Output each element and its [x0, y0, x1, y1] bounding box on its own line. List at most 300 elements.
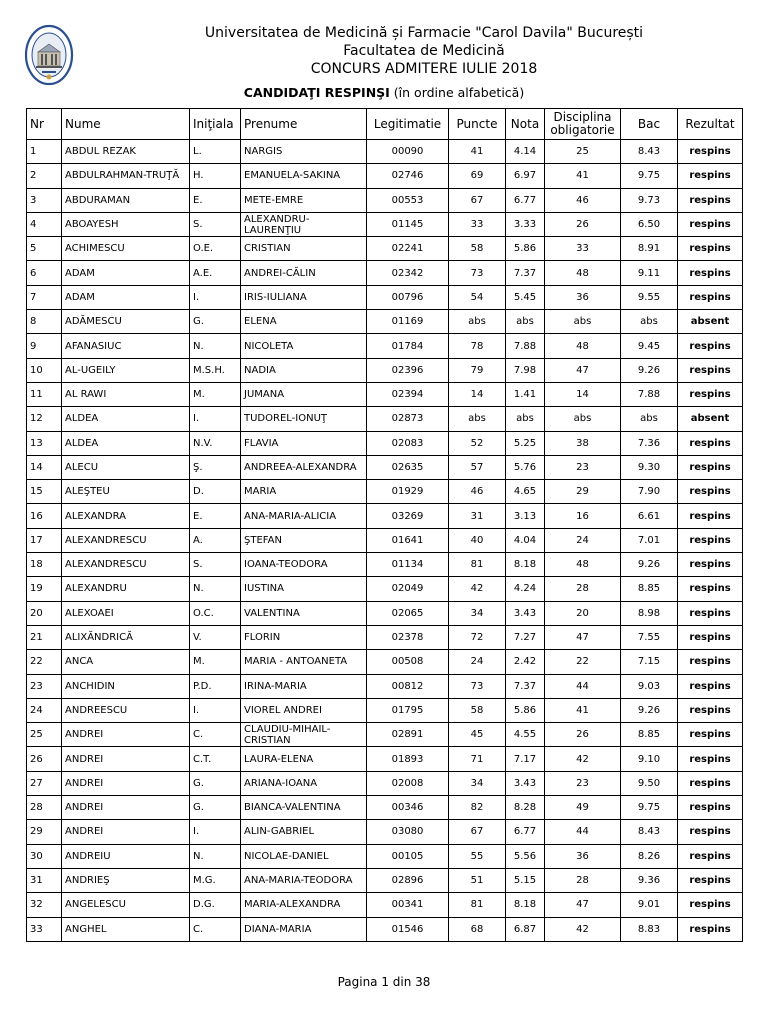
table-row — [27, 771, 743, 795]
cell-nume: AFANASIUC — [62, 334, 190, 358]
cell-prenume: JUMANA — [241, 382, 367, 406]
cell-nume: ADĂMESCU — [62, 310, 190, 334]
cell-prenume: NICOLETA — [241, 334, 367, 358]
column-header-nume: Nume — [62, 109, 190, 140]
cell-nume: AL RAWI — [62, 382, 190, 406]
table-row — [27, 358, 743, 382]
cell-nr: 9 — [27, 334, 62, 358]
cell-disciplina: 44 — [545, 820, 621, 844]
cell-legitimatie: 01134 — [367, 553, 449, 577]
cell-nume: ALDEA — [62, 407, 190, 431]
table-row — [27, 188, 743, 212]
cell-bac: 9.36 — [621, 868, 678, 892]
cell-initiala: N.V. — [190, 431, 241, 455]
cell-disciplina: 47 — [545, 625, 621, 649]
cell-prenume: IUSTINA — [241, 577, 367, 601]
cell-nume: AL-UGEILY — [62, 358, 190, 382]
cell-puncte: 67 — [449, 188, 506, 212]
cell-legitimatie: 01546 — [367, 917, 449, 941]
table-row — [27, 528, 743, 552]
cell-bac: abs — [621, 310, 678, 334]
cell-initiala: A. — [190, 528, 241, 552]
cell-prenume: MARIA — [241, 480, 367, 504]
cell-legitimatie: 03080 — [367, 820, 449, 844]
cell-nr: 16 — [27, 504, 62, 528]
cell-initiala: P.D. — [190, 674, 241, 698]
cell-nr: 21 — [27, 625, 62, 649]
list-title: CANDIDAŢI RESPINŞI — [243, 85, 390, 100]
cell-bac: 9.75 — [621, 796, 678, 820]
cell-initiala: M.S.H. — [190, 358, 241, 382]
column-header-nr: Nr — [27, 109, 62, 140]
cell-nume: ALIXĂNDRICĂ — [62, 625, 190, 649]
cell-rezultat: respins — [678, 553, 743, 577]
cell-bac: 9.45 — [621, 334, 678, 358]
cell-legitimatie: 02008 — [367, 771, 449, 795]
cell-prenume: CLAUDIU-MIHAIL-CRISTIAN — [241, 723, 367, 747]
cell-bac: 7.15 — [621, 650, 678, 674]
cell-initiala: N. — [190, 844, 241, 868]
cell-puncte: 34 — [449, 771, 506, 795]
cell-nota: 4.14 — [506, 140, 545, 164]
results-table — [26, 108, 743, 942]
cell-nr: 10 — [27, 358, 62, 382]
cell-initiala: I. — [190, 285, 241, 309]
cell-disciplina: 36 — [545, 844, 621, 868]
cell-nume: ANDREESCU — [62, 698, 190, 722]
cell-nota: 4.55 — [506, 723, 545, 747]
cell-nota: 8.28 — [506, 796, 545, 820]
cell-bac: 9.01 — [621, 893, 678, 917]
cell-puncte: 67 — [449, 820, 506, 844]
cell-prenume: LAURA-ELENA — [241, 747, 367, 771]
cell-disciplina: 47 — [545, 893, 621, 917]
cell-disciplina: 49 — [545, 796, 621, 820]
cell-rezultat: respins — [678, 504, 743, 528]
cell-prenume: ELENA — [241, 310, 367, 334]
cell-nota: 4.04 — [506, 528, 545, 552]
cell-legitimatie: 00796 — [367, 285, 449, 309]
cell-bac: 8.43 — [621, 140, 678, 164]
cell-puncte: 71 — [449, 747, 506, 771]
cell-nume: ADAM — [62, 285, 190, 309]
table-row — [27, 480, 743, 504]
cell-puncte: 45 — [449, 723, 506, 747]
cell-initiala: C. — [190, 917, 241, 941]
table-row — [27, 820, 743, 844]
cell-nr: 4 — [27, 212, 62, 236]
cell-puncte: 31 — [449, 504, 506, 528]
cell-nota: 5.15 — [506, 868, 545, 892]
cell-initiala: D. — [190, 480, 241, 504]
cell-disciplina: 42 — [545, 747, 621, 771]
cell-initiala: E. — [190, 188, 241, 212]
cell-prenume: IRIS-IULIANA — [241, 285, 367, 309]
cell-disciplina: 36 — [545, 285, 621, 309]
cell-prenume: FLAVIA — [241, 431, 367, 455]
cell-legitimatie: 02049 — [367, 577, 449, 601]
table-row — [27, 553, 743, 577]
table-row — [27, 285, 743, 309]
cell-legitimatie: 02873 — [367, 407, 449, 431]
cell-prenume: ALEXANDRU-LAURENŢIU — [241, 212, 367, 236]
cell-nr: 13 — [27, 431, 62, 455]
cell-rezultat: respins — [678, 625, 743, 649]
cell-puncte: 33 — [449, 212, 506, 236]
cell-nume: ANGELESCU — [62, 893, 190, 917]
cell-prenume: ANDREI-CĂLIN — [241, 261, 367, 285]
table-row — [27, 577, 743, 601]
table-row — [27, 334, 743, 358]
cell-disciplina: 42 — [545, 917, 621, 941]
cell-initiala: G. — [190, 796, 241, 820]
cell-disciplina: abs — [545, 310, 621, 334]
cell-nota: 6.77 — [506, 188, 545, 212]
cell-rezultat: respins — [678, 334, 743, 358]
table-header-row — [27, 109, 743, 140]
cell-rezultat: respins — [678, 723, 743, 747]
cell-nr: 15 — [27, 480, 62, 504]
cell-prenume: NICOLAE-DANIEL — [241, 844, 367, 868]
cell-nota: 5.25 — [506, 431, 545, 455]
cell-disciplina: 46 — [545, 188, 621, 212]
cell-puncte: 82 — [449, 796, 506, 820]
cell-rezultat: respins — [678, 285, 743, 309]
cell-bac: 8.85 — [621, 723, 678, 747]
table-row — [27, 212, 743, 236]
institution-name: Universitatea de Medicină și Farmacie "Carol Davila" București — [204, 25, 644, 41]
cell-rezultat: respins — [678, 868, 743, 892]
cell-nr: 11 — [27, 382, 62, 406]
cell-rezultat: respins — [678, 431, 743, 455]
cell-nota: 3.13 — [506, 504, 545, 528]
cell-rezultat: respins — [678, 212, 743, 236]
cell-disciplina: 41 — [545, 698, 621, 722]
cell-nota: 8.18 — [506, 893, 545, 917]
cell-bac: 6.50 — [621, 212, 678, 236]
cell-prenume: MARIA-ALEXANDRA — [241, 893, 367, 917]
cell-legitimatie: 03269 — [367, 504, 449, 528]
cell-legitimatie: 01795 — [367, 698, 449, 722]
cell-nota: 5.56 — [506, 844, 545, 868]
cell-nota: abs — [506, 407, 545, 431]
cell-nota: 7.17 — [506, 747, 545, 771]
cell-rezultat: respins — [678, 820, 743, 844]
cell-bac: 8.83 — [621, 917, 678, 941]
cell-nota: 3.43 — [506, 771, 545, 795]
column-header-bac: Bac — [621, 109, 678, 140]
contest-title: CONCURS ADMITERE IULIE 2018 — [310, 61, 538, 77]
cell-puncte: 81 — [449, 553, 506, 577]
list-subtitle — [0, 85, 768, 100]
cell-nr: 31 — [27, 868, 62, 892]
cell-legitimatie: 02378 — [367, 625, 449, 649]
cell-legitimatie: 00346 — [367, 796, 449, 820]
cell-initiala: N. — [190, 577, 241, 601]
cell-nota: 4.65 — [506, 480, 545, 504]
table-row — [27, 310, 743, 334]
cell-bac: 8.85 — [621, 577, 678, 601]
cell-legitimatie: 02891 — [367, 723, 449, 747]
cell-puncte: 14 — [449, 382, 506, 406]
column-header-legitimatie: Legitimatie — [367, 109, 449, 140]
cell-initiala: D.G. — [190, 893, 241, 917]
cell-rezultat: respins — [678, 382, 743, 406]
cell-nume: ANDREI — [62, 723, 190, 747]
cell-puncte: 46 — [449, 480, 506, 504]
cell-disciplina: 28 — [545, 868, 621, 892]
table-row — [27, 407, 743, 431]
cell-nota: 7.88 — [506, 334, 545, 358]
cell-nume: ABDULRAHMAN-TRUŢĂ — [62, 164, 190, 188]
column-header-puncte: Puncte — [449, 109, 506, 140]
cell-nr: 24 — [27, 698, 62, 722]
cell-nr: 18 — [27, 553, 62, 577]
cell-prenume: IRINA-MARIA — [241, 674, 367, 698]
cell-rezultat: respins — [678, 577, 743, 601]
cell-nume: ALECU — [62, 455, 190, 479]
cell-disciplina: 23 — [545, 771, 621, 795]
cell-nume: ANCA — [62, 650, 190, 674]
table-row — [27, 140, 743, 164]
cell-rezultat: respins — [678, 674, 743, 698]
cell-puncte: 81 — [449, 893, 506, 917]
cell-puncte: abs — [449, 310, 506, 334]
cell-rezultat: respins — [678, 261, 743, 285]
cell-puncte: 78 — [449, 334, 506, 358]
cell-nota: 4.24 — [506, 577, 545, 601]
cell-nota: 2.42 — [506, 650, 545, 674]
cell-bac: 7.36 — [621, 431, 678, 455]
cell-nota: 7.37 — [506, 261, 545, 285]
cell-legitimatie: 02342 — [367, 261, 449, 285]
cell-nota: 7.37 — [506, 674, 545, 698]
table-row — [27, 431, 743, 455]
cell-nr: 32 — [27, 893, 62, 917]
cell-disciplina: 47 — [545, 358, 621, 382]
table-row — [27, 650, 743, 674]
cell-rezultat: respins — [678, 747, 743, 771]
cell-nota: 8.18 — [506, 553, 545, 577]
cell-bac: 9.26 — [621, 553, 678, 577]
table-row — [27, 893, 743, 917]
cell-legitimatie: 02635 — [367, 455, 449, 479]
cell-prenume: VALENTINA — [241, 601, 367, 625]
cell-rezultat: respins — [678, 893, 743, 917]
cell-rezultat: respins — [678, 698, 743, 722]
university-seal-logo — [24, 24, 74, 86]
cell-rezultat: respins — [678, 358, 743, 382]
cell-nota: 5.86 — [506, 237, 545, 261]
cell-rezultat: respins — [678, 237, 743, 261]
cell-nota: 3.43 — [506, 601, 545, 625]
cell-puncte: 72 — [449, 625, 506, 649]
cell-disciplina: 48 — [545, 261, 621, 285]
cell-nume: ANGHEL — [62, 917, 190, 941]
cell-puncte: 58 — [449, 698, 506, 722]
table-row — [27, 796, 743, 820]
cell-nume: ALEXOAEI — [62, 601, 190, 625]
cell-puncte: 41 — [449, 140, 506, 164]
cell-legitimatie: 01145 — [367, 212, 449, 236]
cell-nume: ANDREI — [62, 796, 190, 820]
cell-bac: 8.98 — [621, 601, 678, 625]
cell-rezultat: respins — [678, 455, 743, 479]
cell-nume: ADAM — [62, 261, 190, 285]
cell-legitimatie: 02241 — [367, 237, 449, 261]
table-row — [27, 844, 743, 868]
cell-nota: 7.27 — [506, 625, 545, 649]
cell-puncte: 24 — [449, 650, 506, 674]
cell-nota: 6.77 — [506, 820, 545, 844]
cell-nota: 1.41 — [506, 382, 545, 406]
cell-initiala: E. — [190, 504, 241, 528]
cell-disciplina: 23 — [545, 455, 621, 479]
cell-nr: 22 — [27, 650, 62, 674]
table-row — [27, 674, 743, 698]
cell-initiala: C.T. — [190, 747, 241, 771]
cell-initiala: O.E. — [190, 237, 241, 261]
table-row — [27, 917, 743, 941]
cell-puncte: 79 — [449, 358, 506, 382]
cell-bac: 9.26 — [621, 358, 678, 382]
cell-legitimatie: 01169 — [367, 310, 449, 334]
page-number: Pagina 1 din 38 — [337, 975, 431, 989]
cell-legitimatie: 01784 — [367, 334, 449, 358]
cell-nr: 6 — [27, 261, 62, 285]
table-row — [27, 601, 743, 625]
cell-nr: 28 — [27, 796, 62, 820]
cell-initiala: L. — [190, 140, 241, 164]
cell-nota: 5.76 — [506, 455, 545, 479]
cell-initiala: M.G. — [190, 868, 241, 892]
table-row — [27, 868, 743, 892]
cell-prenume: ANA-MARIA-TEODORA — [241, 868, 367, 892]
cell-legitimatie: 02083 — [367, 431, 449, 455]
cell-rezultat: respins — [678, 528, 743, 552]
cell-prenume: ARIANA-IOANA — [241, 771, 367, 795]
table-row — [27, 382, 743, 406]
cell-puncte: 40 — [449, 528, 506, 552]
cell-initiala: Ş. — [190, 455, 241, 479]
cell-rezultat: respins — [678, 844, 743, 868]
cell-nr: 20 — [27, 601, 62, 625]
cell-legitimatie: 01641 — [367, 528, 449, 552]
cell-bac: 7.01 — [621, 528, 678, 552]
cell-disciplina: 28 — [545, 577, 621, 601]
cell-bac: 9.10 — [621, 747, 678, 771]
cell-nr: 12 — [27, 407, 62, 431]
faculty-name: Facultatea de Medicină — [343, 43, 505, 59]
cell-disciplina: 26 — [545, 723, 621, 747]
cell-nume: ANDREI — [62, 747, 190, 771]
cell-nume: ALEXANDRU — [62, 577, 190, 601]
cell-puncte: abs — [449, 407, 506, 431]
cell-prenume: EMANUELA-SAKINA — [241, 164, 367, 188]
cell-prenume: DIANA-MARIA — [241, 917, 367, 941]
cell-nota: 3.33 — [506, 212, 545, 236]
cell-rezultat: respins — [678, 917, 743, 941]
cell-puncte: 68 — [449, 917, 506, 941]
cell-prenume: NADIA — [241, 358, 367, 382]
cell-prenume: BIANCA-VALENTINA — [241, 796, 367, 820]
cell-legitimatie: 02394 — [367, 382, 449, 406]
cell-nume: ABDURAMAN — [62, 188, 190, 212]
cell-puncte: 34 — [449, 601, 506, 625]
cell-disciplina: 38 — [545, 431, 621, 455]
cell-prenume: TUDOREL-IONUŢ — [241, 407, 367, 431]
cell-disciplina: 14 — [545, 382, 621, 406]
cell-prenume: IOANA-TEODORA — [241, 553, 367, 577]
cell-nume: ALEXANDRESCU — [62, 553, 190, 577]
cell-disciplina: 24 — [545, 528, 621, 552]
cell-puncte: 73 — [449, 261, 506, 285]
cell-nume: ALDEA — [62, 431, 190, 455]
cell-nota: 7.98 — [506, 358, 545, 382]
cell-prenume: MARIA - ANTOANETA — [241, 650, 367, 674]
cell-rezultat: respins — [678, 140, 743, 164]
cell-nr: 5 — [27, 237, 62, 261]
table-row — [27, 698, 743, 722]
cell-nr: 26 — [27, 747, 62, 771]
cell-initiala: C. — [190, 723, 241, 747]
cell-puncte: 69 — [449, 164, 506, 188]
cell-bac: 9.03 — [621, 674, 678, 698]
cell-nr: 23 — [27, 674, 62, 698]
cell-puncte: 58 — [449, 237, 506, 261]
cell-puncte: 51 — [449, 868, 506, 892]
cell-rezultat: respins — [678, 601, 743, 625]
table-row — [27, 261, 743, 285]
cell-puncte: 73 — [449, 674, 506, 698]
column-header-rezultat: Rezultat — [678, 109, 743, 140]
cell-puncte: 54 — [449, 285, 506, 309]
cell-nota: 6.97 — [506, 164, 545, 188]
cell-nr: 30 — [27, 844, 62, 868]
cell-rezultat: absent — [678, 310, 743, 334]
cell-initiala: M. — [190, 650, 241, 674]
cell-initiala: G. — [190, 310, 241, 334]
cell-legitimatie: 00508 — [367, 650, 449, 674]
cell-initiala: G. — [190, 771, 241, 795]
cell-rezultat: respins — [678, 164, 743, 188]
cell-disciplina: 22 — [545, 650, 621, 674]
column-header-prenume: Prenume — [241, 109, 367, 140]
cell-nr: 17 — [27, 528, 62, 552]
cell-legitimatie: 02896 — [367, 868, 449, 892]
cell-nume: ALEŞTEU — [62, 480, 190, 504]
cell-nr: 3 — [27, 188, 62, 212]
cell-rezultat: respins — [678, 650, 743, 674]
cell-disciplina: 41 — [545, 164, 621, 188]
cell-disciplina: 33 — [545, 237, 621, 261]
cell-nume: ABOAYESH — [62, 212, 190, 236]
table-row — [27, 164, 743, 188]
cell-rezultat: respins — [678, 796, 743, 820]
cell-nume: ALEXANDRESCU — [62, 528, 190, 552]
cell-bac: 9.26 — [621, 698, 678, 722]
cell-initiala: S. — [190, 553, 241, 577]
table-row — [27, 455, 743, 479]
cell-nume: ABDUL REZAK — [62, 140, 190, 164]
cell-puncte: 57 — [449, 455, 506, 479]
cell-nr: 8 — [27, 310, 62, 334]
cell-initiala: M. — [190, 382, 241, 406]
cell-nr: 1 — [27, 140, 62, 164]
cell-disciplina: 25 — [545, 140, 621, 164]
cell-prenume: ŞTEFAN — [241, 528, 367, 552]
cell-disciplina: 20 — [545, 601, 621, 625]
